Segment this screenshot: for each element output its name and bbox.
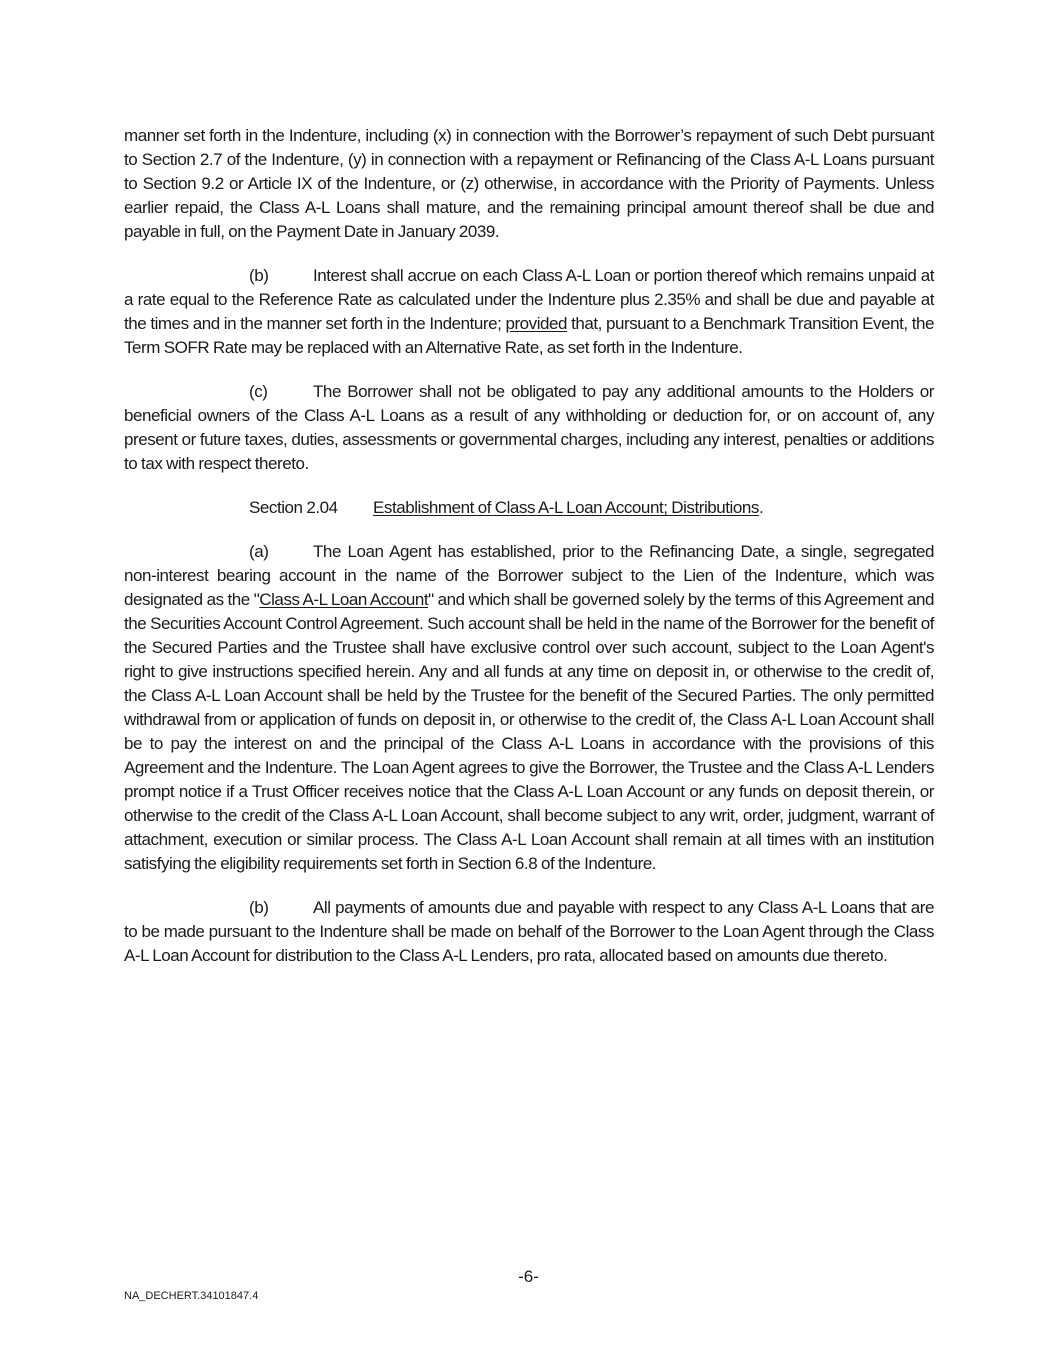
paragraph-text: " and which shall be governed solely by the terms of this Agreement and the Securities Account Control Agreement. Such account shall be held in the name of the Borrower for the benefit of the Secured Parties and the Trustee shall have exclusive control over such account, subject to the Loan Agent's right to give instructions specified herein. Any and all funds at any time on deposit in, or otherwise to the credit of, the Class A-L Loan Account shall be held by the Trustee for the benefit of the Secured Parties. The only permitted withdrawal from or application of funds on deposit in, or otherwise to the credit of, the Class A-L Loan Account shall be to pay the interest on and the principal of the Class A-L Loans in accordance with the provisions of this Agreement and the Indenture. The Loan Agent agrees to give the Borrower, the Trustee and the Class A-L Lenders prompt notice if a Trust Officer receives notice that the Class A-L Loan Account or any funds on deposit therein, or otherwise to the credit of the Class A-L Loan Account, shall become subject to any writ, order, judgment, warrant of attachment, execution or similar process. The Class A-L Loan Account shall remain at all times with an institution satisfying the eligibility requirements set forth in Section 6.8 of the Indenture. xyxy=(124,590,934,873)
paragraph-continuation: manner set forth in the Indenture, including (x) in connection with the Borrower’s repayment of such Debt pursuant to Section 2.7 of the Indenture, (y) in connection with a repayment or Refinancing of the Class A-L Loans pursuant to Section 9.2 or Article IX of the Indenture, or (z) otherwise, in accordance with the Priority of Payments. Unless earlier repaid, the Class A-L Loans shall mature, and the remaining principal amount thereof shall be due and payable in full, on the Payment Date in January 2039. xyxy=(124,126,934,241)
document-id: NA_DECHERT.34101847.4 xyxy=(124,1290,259,1302)
section-number: Section 2.04 xyxy=(249,498,338,517)
document-page xyxy=(124,124,934,988)
paragraph-c-taxes xyxy=(124,380,934,476)
clause-label: (a) xyxy=(249,542,269,561)
paragraph-text: All payments of amounts due and payable with respect to any Class A-L Loans that are to be made pursuant to the Indenture shall be made on behalf of the Borrower to the Loan Agent through the Class A-L Loan Account for distribution to the Class A-L Lenders, pro rata, allocated based on amounts due thereto. xyxy=(124,898,934,965)
underlined-term-loan-account: Class A-L Loan Account xyxy=(259,590,429,609)
paragraph-text: The Loan Agent has established, prior to the Refinancing Date, a single, segregated non-interest bearing account in the name of the Borrower subject to the Lien of the Indenture, which was designated as the " xyxy=(124,542,934,609)
section-heading xyxy=(124,496,934,520)
clause-label: (c) xyxy=(249,382,268,401)
paragraph-b-payments xyxy=(124,896,934,968)
paragraph-text: that, pursuant to a Benchmark Transition Event, the Term SOFR Rate may be replaced with an Alternative Rate, as set forth in the Indenture. xyxy=(124,314,934,357)
paragraph-b-interest xyxy=(124,264,934,360)
paragraph-text: Interest shall accrue on each Class A-L Loan or portion thereof which remains unpaid at a rate equal to the Reference Rate as calculated under the Indenture plus 2.35% and shall be due and payable at the times and in the manner set forth in the Indenture; xyxy=(124,266,934,333)
clause-label: (b) xyxy=(249,898,269,917)
underlined-term-provided: provided xyxy=(505,314,568,333)
clause-label: (b) xyxy=(249,266,269,285)
paragraph-a-loan-account xyxy=(124,540,934,876)
section-title-period: . xyxy=(758,498,764,517)
page-number: -6- xyxy=(518,1267,539,1286)
paragraph-text: The Borrower shall not be obligated to pay any additional amounts to the Holders or beneficial owners of the Class A-L Loans as a result of any withholding or deduction for, or on account of, any present or future taxes, duties, assessments or governmental charges, including any interest, penalties or additions to tax with respect thereto. xyxy=(124,382,934,473)
section-title: Establishment of Class A-L Loan Account; Distributions xyxy=(373,498,759,517)
